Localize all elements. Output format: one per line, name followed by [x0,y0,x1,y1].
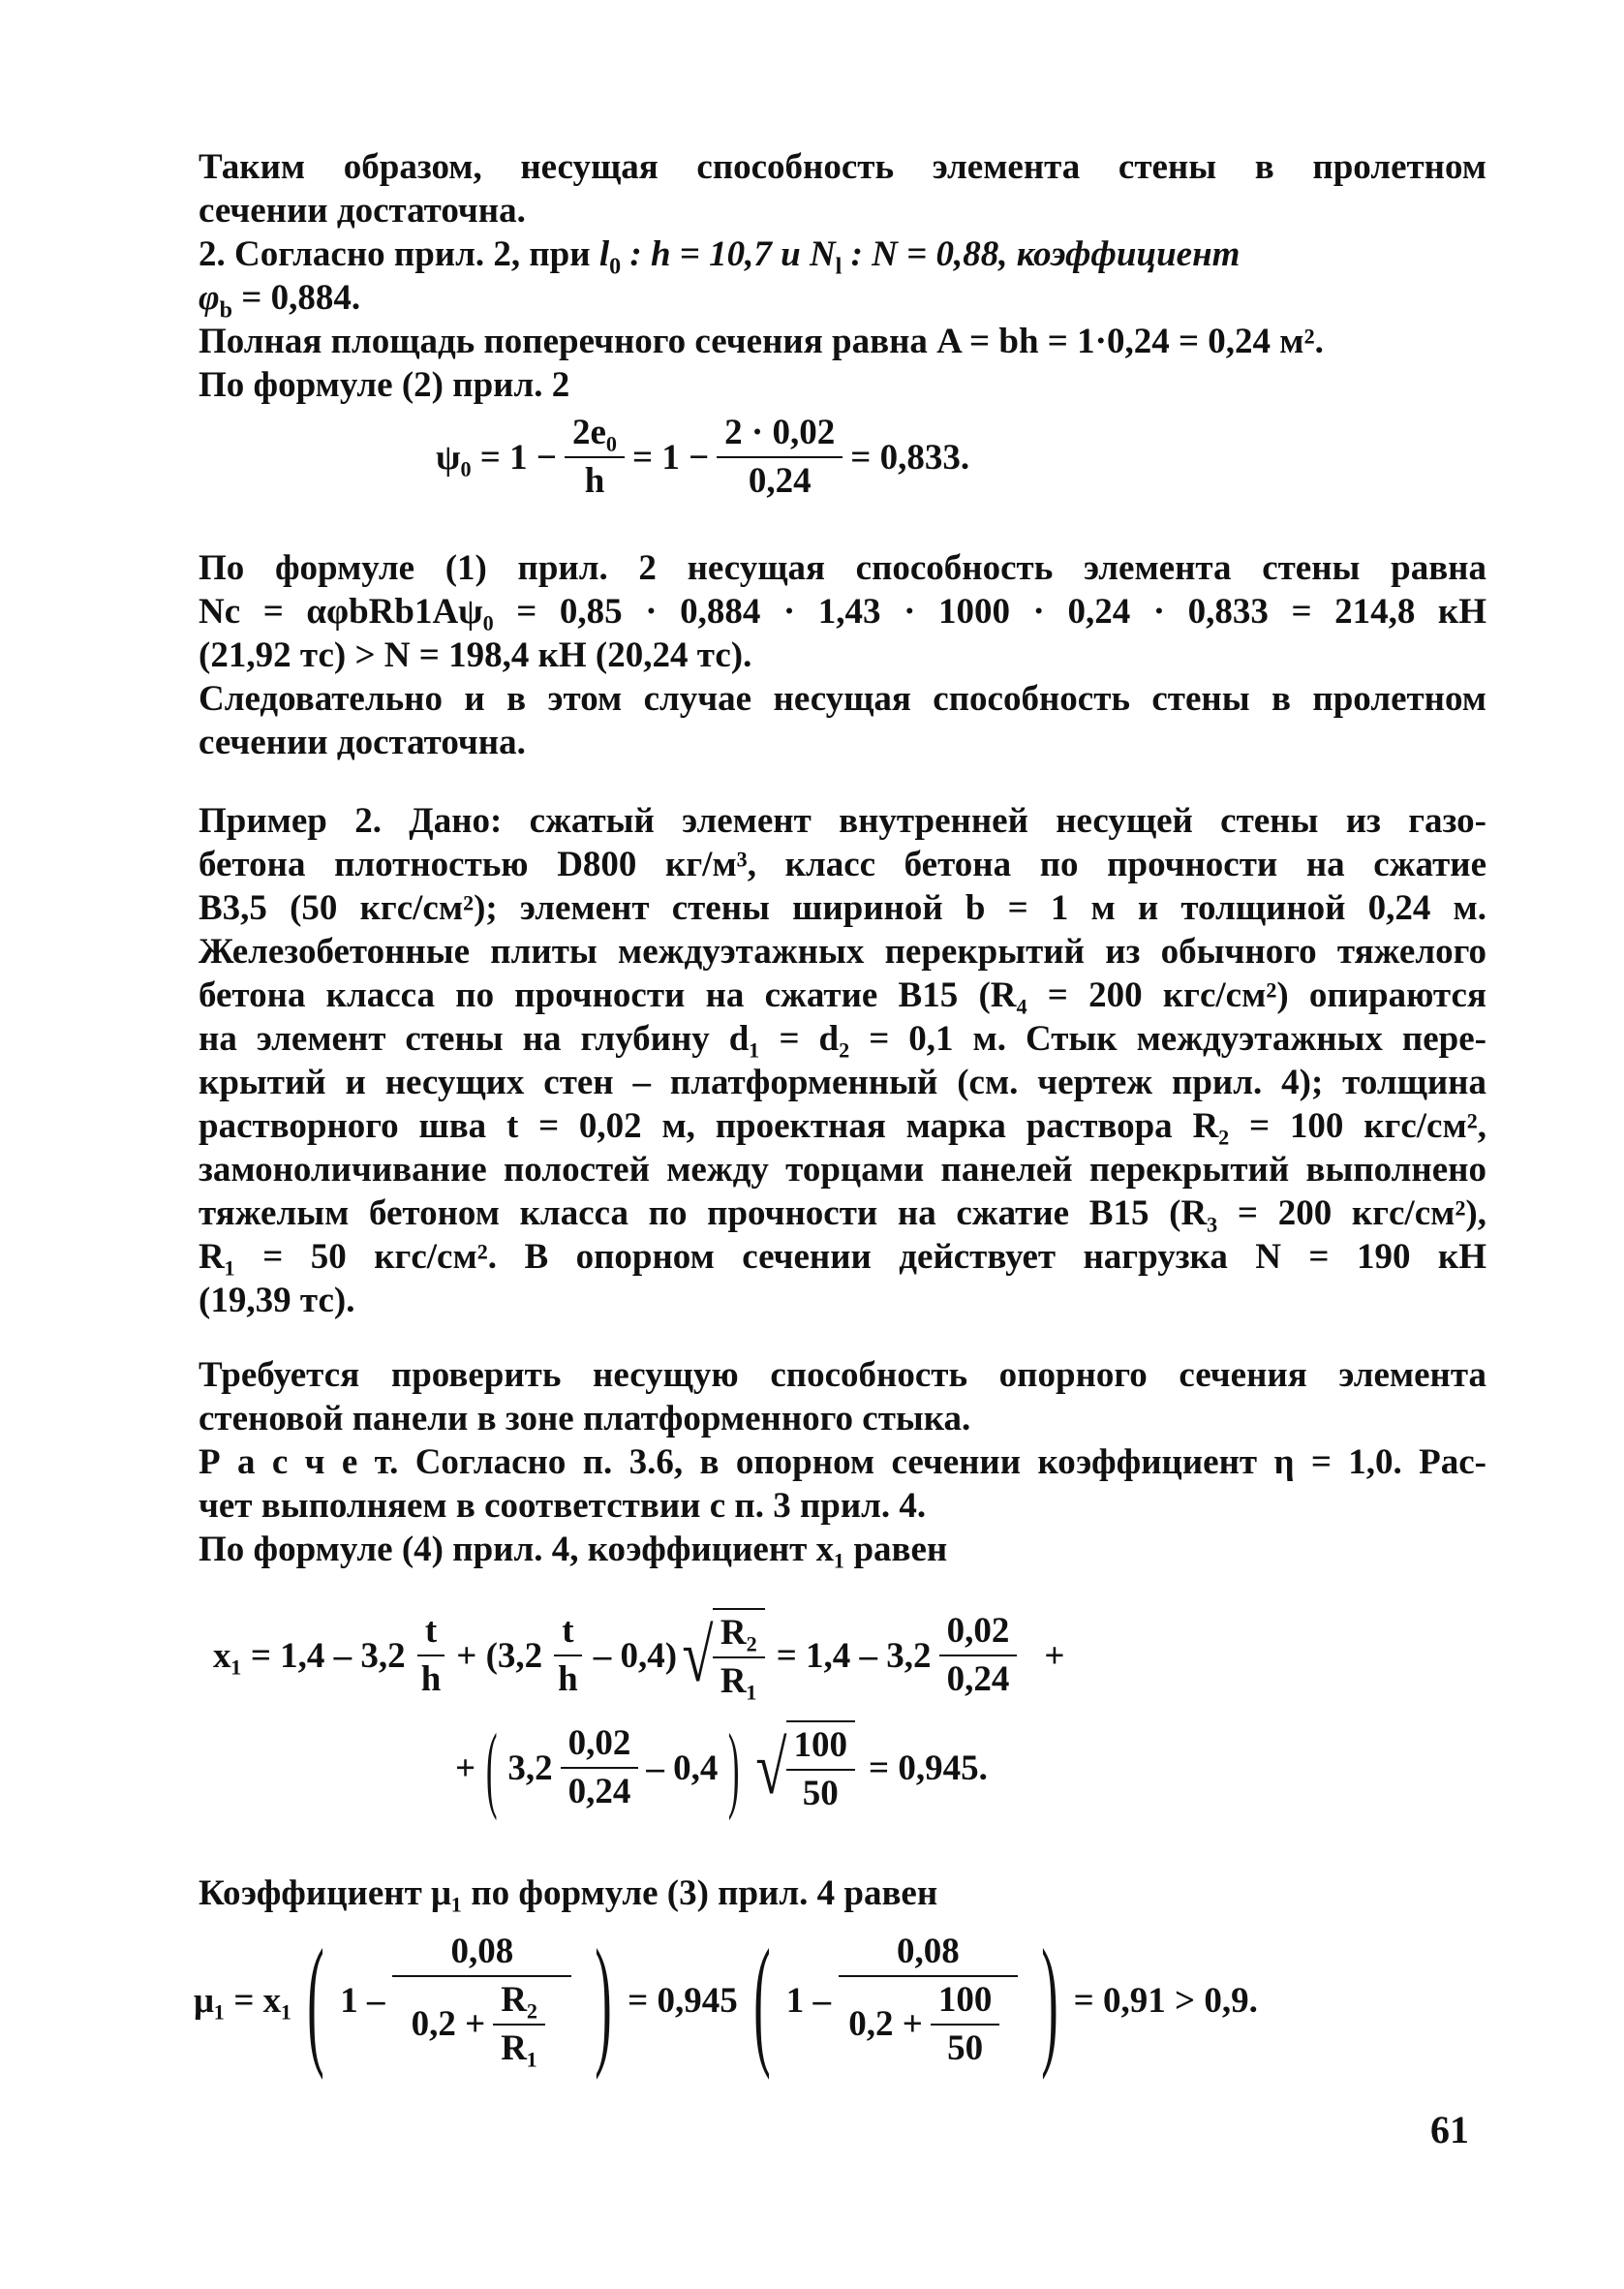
text-line: Таким образом, несущая способность элемента стены в пролетном [199,147,1486,187]
text-line: Требуется проверить несущую способность опорного сечения элемента [199,1355,1486,1395]
formula-x1-line1: x₁ = 1,4 – 3,2 t h + (3,2 t h – 0,4) √ R₂ R₁ = 1,4 – 3,2 0,02 0,24 + [213,1608,1064,1703]
text-line: тяжелым бетоном класса по прочности на сжатие B15 (R₃ = 200 кгс/см²), [199,1193,1486,1233]
text-line: R₁ = 50 кгс/см². В опорном сечении действует нагрузка N = 190 кН [199,1237,1486,1277]
text-line: Железобетонные плиты междуэтажных перекрытий из обычного тяжелого [199,932,1486,972]
text-line: Nc = αφbRb1Aψ₀ = 0,85 · 0,884 · 1,43 · 1000 · 0,24 · 0,833 = 214,8 кН [199,592,1486,632]
formula-mu: μ₁ = x₁ ( 1 – 0,08 0,2 + $\frac{\text{R₂}}{\text{R₁}}$ ) = 0,945 ( 1 – 0,08 0,2 + $\frac{100}{50}$ ) = 0,91 > 0,9. [194,1920,1258,2081]
text-line: Пример 2. Дано: сжатый элемент внутренней несущей стены из газо- [199,801,1486,841]
text-line: чет выполняем в соответствии с п. 3 прил. 4. [199,1486,927,1526]
text-line: крытий и несущих стен – платформенный (см. чертеж прил. 4); толщина [199,1063,1486,1102]
text-line: Полная площадь поперечного сечения равна A = bh = 1·0,24 = 0,24 м². [199,322,1324,361]
text-line: бетона плотностью D800 кг/м³, класс бетона по прочности на сжатие [199,845,1486,884]
text-line: Следовательно и в этом случае несущая способность стены в пролетном [199,679,1486,719]
text-line: По формуле (1) прил. 2 несущая способность элемента стены равна [199,548,1486,588]
text-line: Р а с ч е т. Согласно п. 3.6, в опорном сечении коэффициент η = 1,0. Рас- [199,1442,1486,1482]
text-line: По формуле (4) прил. 4, коэффициент x₁ равен [199,1530,948,1569]
formula-psi: ψ₀ = 1 − $\frac{\text{2e₀}}{h}$ = 1 − $\frac{2 \cdot 0,02}{0,24}$ = 0,833. [436,413,970,501]
text-line: замоноличивание полостей между торцами панелей перекрытий выполнено [199,1150,1486,1190]
text-line: B3,5 (50 кгс/см²); элемент стены шириной b = 1 м и толщиной 0,24 м. [199,888,1486,928]
page-number: 61 [1430,2108,1469,2151]
text-line: По формуле (2) прил. 2 [199,365,570,405]
sqrt-symbol: √ [682,1613,714,1697]
text-line: сечении достаточна. [199,723,526,762]
text-line: на элемент стены на глубину d₁ = d₂ = 0,1 м. Стык междуэтажных пере- [199,1019,1486,1059]
text-line: бетона класса по прочности на сжатие B15 (R₄ = 200 кгс/см²) опираются [199,975,1486,1015]
text-line: стеновой панели в зоне платформенного стыка. [199,1399,971,1438]
sqrt-symbol: √ [755,1725,787,1810]
formula-x1-line2: + ( 3,2 0,02 0,24 – 0,4 ) √ 100 50 = 0,945. [455,1714,988,1821]
text-line: 2. Согласно прил. 2, при $l_0$ : h = 10,7 и $N_l$ : N = 0,88, коэффициент [199,234,1241,280]
text-line: $\varphi_b = 0,884$. [199,278,361,324]
text-line: сечении достаточна. [199,191,526,231]
text-line: растворного шва t = 0,02 м, проектная марка раствора R₂ = 100 кгс/см², [199,1106,1486,1146]
text-line: Коэффициент μ₁ по формуле (3) прил. 4 равен [199,1873,938,1913]
text-line: (21,92 тс) > N = 198,4 кН (20,24 тс). [199,635,752,675]
text-line: (19,39 тс). [199,1281,355,1320]
